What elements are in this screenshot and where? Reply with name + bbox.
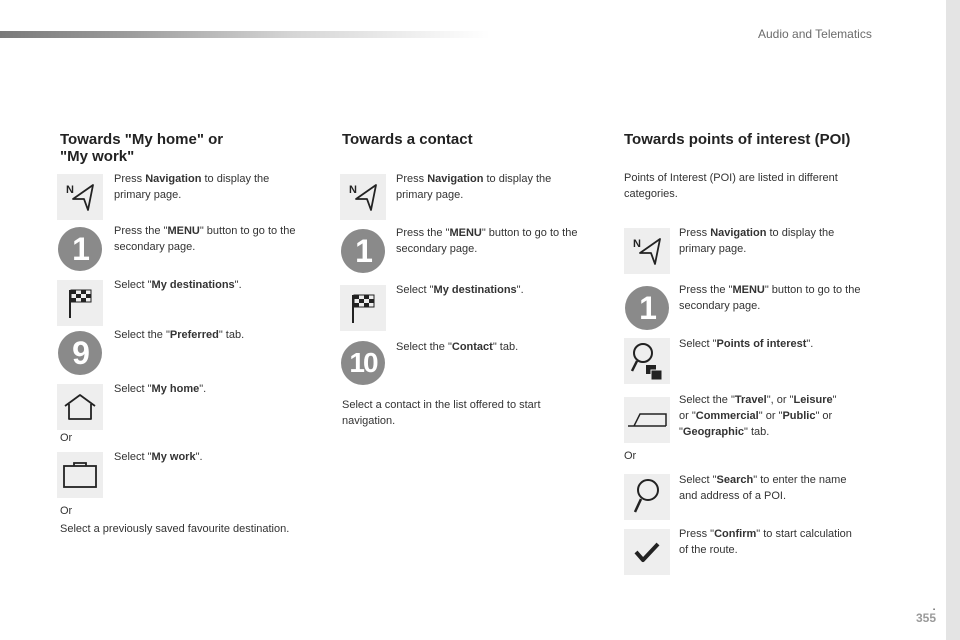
col2-step-destinations: Select "My destinations". (396, 284, 524, 296)
search-icon (624, 474, 670, 520)
navigation-icon (340, 174, 386, 220)
col1-or-1: Or (60, 432, 73, 444)
col2-step-navigation: Press Navigation to display the primary page. (396, 173, 552, 201)
col3-step-poi: Select "Points of interest". (679, 338, 814, 350)
step-badge: 9 (57, 330, 103, 376)
category-tab-icon (624, 397, 670, 443)
home-icon (57, 384, 103, 430)
col3-or-1: Or (624, 450, 637, 462)
confirm-check-icon (624, 529, 670, 575)
col3-step-menu: Press the "MENU" button to go to the secondary page. (679, 284, 861, 312)
col2-step-select-contact: Select a contact in the list offered to start navigation. (342, 399, 541, 427)
col1-step-home: Select "My home". (114, 383, 207, 395)
checkered-flag-icon (340, 285, 386, 331)
svg-text:N: N (349, 184, 357, 196)
navigation-icon (57, 174, 103, 220)
col1-title: Towards "My home" or "My work" (60, 131, 224, 165)
checkered-flag-icon (57, 280, 103, 326)
navigation-icon (624, 228, 670, 274)
col3-title: Towards points of interest (POI) (624, 131, 851, 148)
right-edge-bar (946, 0, 960, 640)
step-badge: 10 (340, 340, 386, 386)
col1-step-work: Select "My work". (114, 451, 203, 463)
col1-step-preferred: Select the "Preferred" tab. (114, 329, 245, 341)
col1-step-navigation: Press Navigation to display the primary page. (114, 173, 270, 201)
svg-text:N: N (66, 184, 74, 196)
work-briefcase-icon (57, 452, 103, 498)
col3-step-category-tab: Select the "Travel", or "Leisure" or "Commercial" or "Public" or "Geographic" tab. (679, 394, 837, 438)
points-of-interest-icon (624, 338, 670, 384)
col1-step-menu: Press the "MENU" button to go to the secondary page. (114, 225, 296, 253)
step-badge: 1 (624, 285, 670, 331)
page-number: 355 (915, 611, 936, 625)
col3-intro: Points of Interest (POI) are listed in different categories. (624, 172, 838, 200)
svg-text:N: N (633, 238, 641, 250)
col2-title: Towards a contact (342, 131, 473, 148)
section-header-title: Audio and Telematics (758, 27, 872, 41)
col3-step-confirm: Press "Confirm" to start calculation of the route. (679, 528, 852, 556)
col3-step-navigation: Press Navigation to display the primary page. (679, 227, 835, 255)
header-decoration-bar (0, 31, 490, 38)
col2-step-menu: Press the "MENU" button to go to the secondary page. (396, 227, 578, 255)
col1-step-favourite: Select a previously saved favourite destination. (60, 523, 290, 535)
col3-step-search: Select "Search" to enter the name and address of a POI. (679, 474, 847, 502)
step-badge: 1 (57, 226, 103, 272)
page-marker: . (932, 597, 936, 613)
col1-or-2: Or (60, 505, 73, 517)
col1-step-destinations: Select "My destinations". (114, 279, 242, 291)
step-badge: 1 (340, 228, 386, 274)
col2-step-contact: Select the "Contact" tab. (396, 341, 519, 353)
